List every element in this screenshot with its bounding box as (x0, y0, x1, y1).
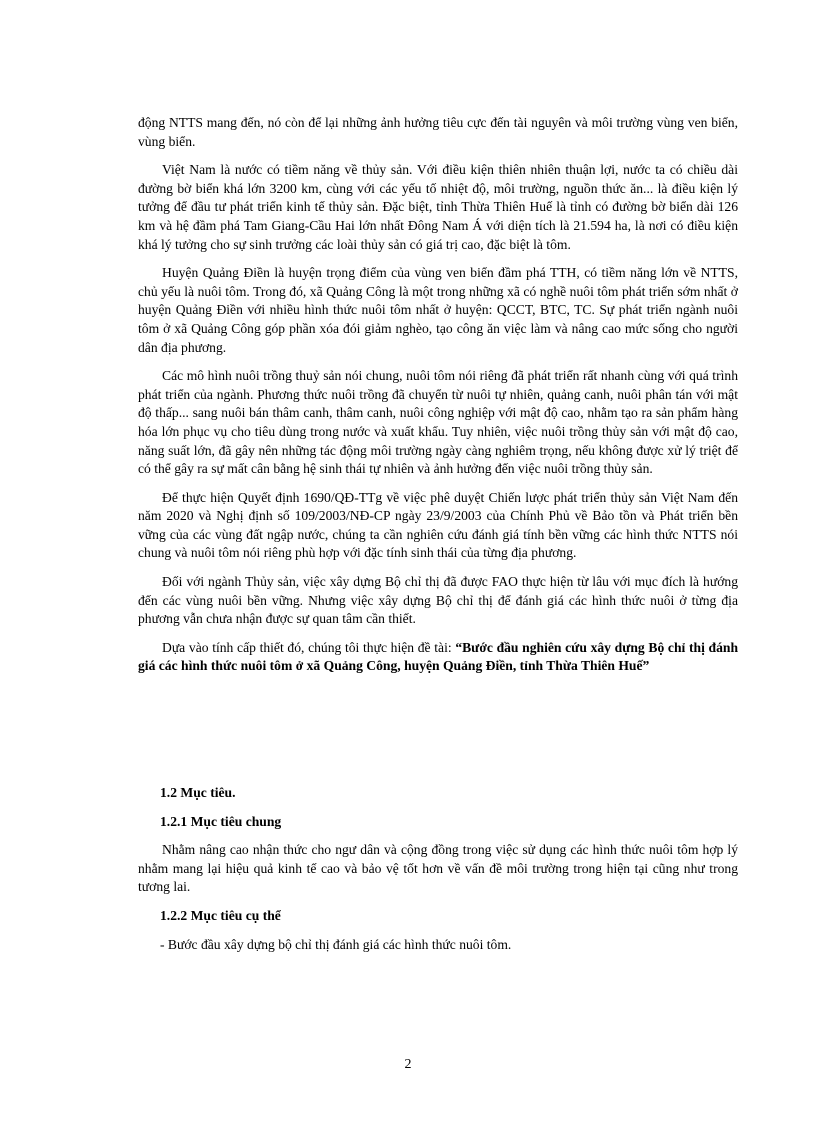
paragraph-general-objective: Nhằm nâng cao nhận thức cho ngư dân và cộng đồng trong việc sử dụng các hình thức nuôi tôm hợp lý nhằm mang lại hiệu quả kinh tế cao và bảo vệ tốt hơn về vấn đề môi trường trong hiện tại cũng như trong tương lai. (138, 842, 738, 895)
paragraph-vietnam-potential: Việt Nam là nước có tiềm năng về thủy sản. Với điều kiện thiên nhiên thuận lợi, nước ta có chiều dài đường bờ biển khá lớn 3200 km, cùng với các yếu tố nhiệt độ, môi trường, nguồn thức ăn... là điều kiện lý tưởng để đầu tư phát triển kinh tế thủy sản. Đặc biệt, tỉnh Thừa Thiên Huế là tỉnh có đường bờ biển dài 126 km và hệ đầm phá Tam Giang-Cầu Hai lớn nhất Đông Nam Á với diện tích là 21.594 ha, là nơi có điều kiện khá lý tưởng cho sự sinh trưởng các loài thủy sản có giá trị cao, đặc biệt là tôm. (138, 162, 738, 252)
paragraph-intro-continuation: động NTTS mang đến, nó còn để lại những ảnh hưởng tiêu cực đến tài nguyên và môi trường vùng ven biển, vùng biển. (138, 115, 738, 149)
heading-1-2-1-general-objective: 1.2.1 Mục tiêu chung (160, 813, 282, 829)
paragraph-decision-1690: Để thực hiện Quyết định 1690/QĐ-TTg về việc phê duyệt Chiến lược phát triển thủy sản Việt Nam đến năm 2020 và Nghị định số 109/2003/NĐ-CP ngày 23/9/2003 của Chính Phủ về Bảo tồn và Phát triển bền vững của các vùng đất ngập nước, chúng ta cần nghiên cứu đánh giá tính bền vững các hình thức NTTS nói chung và nuôi tôm nói riêng phù hợp với đặc tính sinh thái của từng địa phương. (138, 489, 738, 561)
paragraph-fao-indicators: Đối với ngành Thủy sản, việc xây dựng Bộ chỉ thị đã được FAO thực hiện từ lâu với mục đích là hướng đến các vùng nuôi bền vững. Nhưng việc xây dựng Bộ chỉ thị để đánh giá các hình thức nuôi ở từng địa phương vẫn chưa nhận được sự quan tâm cần thiết. (138, 574, 738, 627)
specific-objective-item: - Bước đầu xây dựng bộ chỉ thị đánh giá các hình thức nuôi tôm. (160, 936, 512, 952)
research-topic-lead: Dựa vào tính cấp thiết đó, chúng tôi thực hiện đề tài: (162, 639, 456, 655)
paragraph-research-topic (138, 639, 738, 676)
heading-1-2-objectives: 1.2 Mục tiêu. (160, 785, 236, 801)
paragraph-quang-dien: Huyện Quảng Điền là huyện trọng điểm của vùng ven biển đầm phá TTH, có tiềm năng lớn về NTTS, chủ yếu là nuôi tôm. Trong đó, xã Quảng Công là một trong những xã có nghề nuôi tôm phát triển sớm nhất ở huyện Quảng Điền với nhiều hình thức nuôi tôm nhất ở huyện: QCCT, BTC, TC. Sự phát triển ngành nuôi tôm ở xã Quảng Công góp phần xóa đói giảm nghèo, tạo công ăn việc làm và nâng cao mức sống cho người dân địa phương. (138, 265, 738, 355)
research-topic-title: “Bước đầu nghiên cứu xây dựng Bộ chỉ thị đánh giá các hình thức nuôi tôm ở xã Quảng Công, huyện Quảng Điền, tỉnh Thừa Thiên Huế” (138, 639, 739, 674)
document-page (138, 114, 738, 954)
heading-1-2-2-specific-objectives: 1.2.2 Mục tiêu cụ thể (160, 908, 281, 923)
paragraph-aquaculture-models: Các mô hình nuôi trồng thuỷ sản nói chung, nuôi tôm nói riêng đã phát triển rất nhanh cùng với quá trình phát triển của ngành. Phương thức nuôi trồng đã chuyển từ nuôi tự nhiên, quảng canh, nuôi phân tán với mật độ thấp... sang nuôi bán thâm canh, thâm canh, nuôi công nghiệp với mật độ cao, nhằm tạo ra sản phẩm hàng hóa lớn phục vụ cho tiêu dùng trong nước và xuất khẩu. Tuy nhiên, việc nuôi trồng thủy sản với mật độ cao, năng suất lớn, đã gây nên những tác động môi trường ngày càng nghiêm trọng, nếu không được xử lý triệt để có thể gây ra sự mất cân bằng hệ sinh thái tự nhiên và ảnh hưởng đến việc nuôi trồng thủy sản. (138, 368, 738, 477)
page-number: 2 (404, 1057, 412, 1072)
